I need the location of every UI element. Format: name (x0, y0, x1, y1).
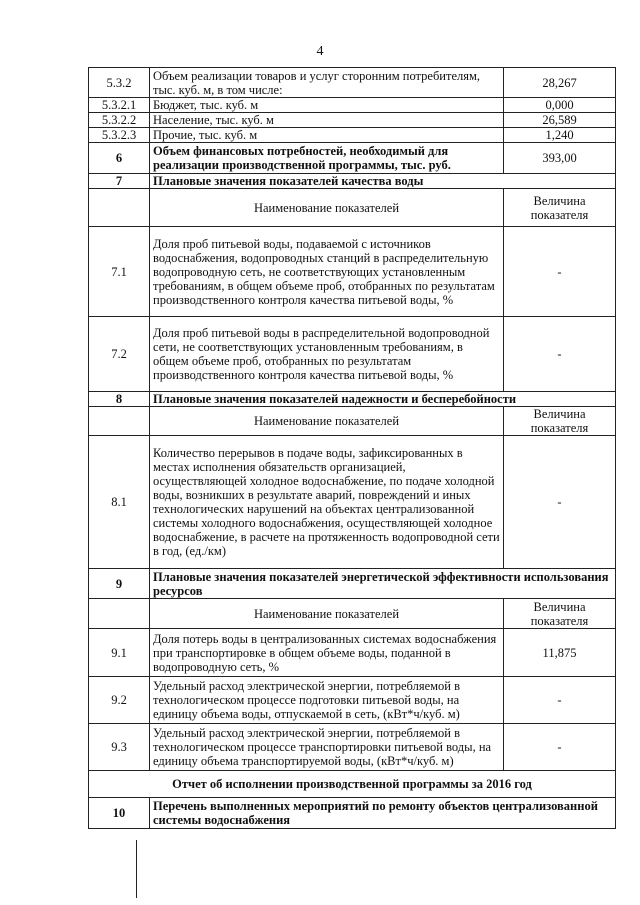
row-text: Количество перерывов в подаче воды, зафиксированных в местах исполнения обязательств организацией, осуществляющей холодное водоснабжение, по подаче холодной воды, возникших в результате аварий, повреждений и иных технологических нарушений на объектах централизованной системы холодного водоснабжения, осуществляющей холодное водоснабжение, в расчете на протяженность водопроводной сети в год, (ед./км) (150, 436, 504, 569)
row-number: 7.2 (89, 317, 150, 392)
row-number: 9.1 (89, 629, 150, 677)
section-title: Плановые значения показателей энергетической эффективности использования ресурсов (150, 569, 616, 599)
section-number: 9 (89, 569, 150, 599)
section-number: 8 (89, 392, 150, 407)
table-row (89, 128, 616, 143)
column-header-value: Величина показателя (504, 407, 616, 436)
row-value: 11,875 (504, 629, 616, 677)
section-number: 10 (89, 798, 150, 829)
table-row (89, 317, 616, 392)
table-row (89, 98, 616, 113)
table-row (89, 436, 616, 569)
row-text: Доля проб питьевой воды в распределительной водопроводной сети, не соответствующих установленным требованиям, в общем объеме проб, отобранных по результатам производственного контроля качества питьевой воды, % (150, 317, 504, 392)
row-number: 5.3.2.2 (89, 113, 150, 128)
row-value: 0,000 (504, 98, 616, 113)
column-header-name: Наименование показателей (150, 599, 504, 629)
column-header-name: Наименование показателей (150, 189, 504, 227)
row-number: 9.2 (89, 677, 150, 724)
table-row (89, 724, 616, 771)
table-row (89, 629, 616, 677)
row-value: - (504, 227, 616, 317)
section-title: Плановые значения показателей качества воды (150, 174, 616, 189)
row-value: - (504, 436, 616, 569)
column-header-value: Величина показателя (504, 189, 616, 227)
row-number: 7.1 (89, 227, 150, 317)
section-title: Перечень выполненных мероприятий по ремонту объектов централизованной системы водоснабжения (150, 798, 616, 829)
table-header-row (89, 189, 616, 227)
row-number: 9.3 (89, 724, 150, 771)
table-row (89, 771, 616, 798)
row-text: Удельный расход электрической энергии, потребляемой в технологическом процессе транспортировки питьевой воды, на единицу объема транспортируемой воды, (кВт*ч/куб. м) (150, 724, 504, 771)
row-text: Прочие, тыс. куб. м (150, 128, 504, 143)
row-text: Объем реализации товаров и услуг сторонним потребителям, тыс. куб. м, в том числе: (150, 68, 504, 98)
row-number: 5.3.2.3 (89, 128, 150, 143)
program-table (88, 67, 616, 829)
row-number: 5.3.2 (89, 68, 150, 98)
column-header-value: Величина показателя (504, 599, 616, 629)
row-value: - (504, 317, 616, 392)
row-value: 393,00 (504, 143, 616, 174)
table-row (89, 174, 616, 189)
row-text: Бюджет, тыс. куб. м (150, 98, 504, 113)
table-row (89, 143, 616, 174)
table-row (89, 569, 616, 599)
table-row (89, 68, 616, 98)
row-value: 28,267 (504, 68, 616, 98)
row-text: Удельный расход электрической энергии, потребляемой в технологическом процессе подготовки питьевой воды, на единицу объема воды, отпускаемой в сеть, (кВт*ч/куб. м) (150, 677, 504, 724)
table-continuation-line (136, 840, 137, 898)
table-row (89, 677, 616, 724)
row-text: Доля потерь воды в централизованных системах водоснабжения при транспортировке в общем объеме воды, поданной в водопроводную сеть, % (150, 629, 504, 677)
table-row (89, 798, 616, 829)
table-row (89, 113, 616, 128)
row-value: - (504, 677, 616, 724)
section-title: Объем финансовых потребностей, необходимый для реализации производственной программы, тыс. руб. (150, 143, 504, 174)
row-number: 8.1 (89, 436, 150, 569)
column-header-name: Наименование показателей (150, 407, 504, 436)
row-value: 1,240 (504, 128, 616, 143)
report-heading: Отчет об исполнении производственной программы за 2016 год (89, 771, 616, 798)
section-number: 7 (89, 174, 150, 189)
row-text: Доля проб питьевой воды, подаваемой с источников водоснабжения, водопроводных станций в распределительную водопроводную сеть, не соответствующих установленным требованиям, в общем объеме проб, отобранных по результатам производственного контроля качества питьевой воды, % (150, 227, 504, 317)
table-row (89, 392, 616, 407)
table-header-row (89, 407, 616, 436)
row-number: 5.3.2.1 (89, 98, 150, 113)
section-title: Плановые значения показателей надежности и бесперебойности (150, 392, 616, 407)
page-number: 4 (316, 44, 324, 59)
row-value: 26,589 (504, 113, 616, 128)
table-row (89, 227, 616, 317)
row-value: - (504, 724, 616, 771)
table-header-row (89, 599, 616, 629)
section-number: 6 (89, 143, 150, 174)
row-text: Население, тыс. куб. м (150, 113, 504, 128)
